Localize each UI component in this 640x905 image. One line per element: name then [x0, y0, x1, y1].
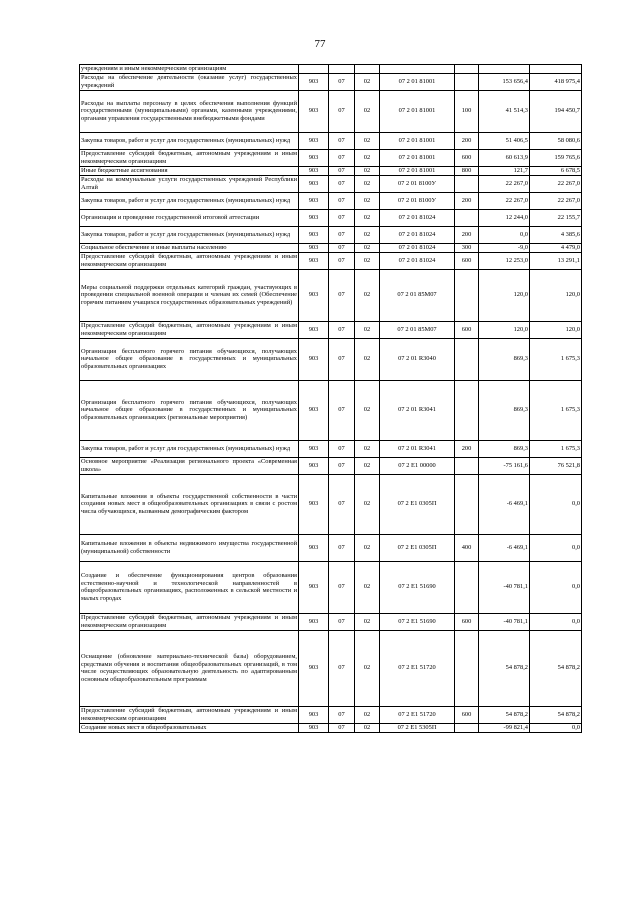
cell-pr: 02: [355, 561, 380, 613]
table-row: [80, 149, 582, 166]
cell-name: Создание новых мест в общеобразовательных: [80, 723, 299, 732]
cell-name: Предоставление субсидий бюджетным, автономным учреждениям и иным некоммерческим организациям: [81, 707, 297, 722]
cell-name: Закупка товаров, работ и услуг для государственных (муниципальных) нужд: [80, 192, 299, 209]
cell-vr: 800: [455, 166, 479, 175]
cell-sum1: 869,3: [479, 338, 530, 380]
cell-rz: 07: [329, 269, 355, 321]
cell-pr: 02: [355, 613, 380, 630]
cell-pr: 02: [355, 534, 380, 561]
cell-csr: 07 2 E1 0305П: [380, 534, 455, 561]
cell-rz: 07: [329, 73, 355, 90]
table-row: [80, 192, 582, 209]
budget-table-body: [80, 65, 582, 733]
table-row: [80, 338, 582, 380]
cell-vr: 600: [455, 149, 479, 166]
cell-name: Создание и обеспечение функционирования центров образования естественно-научной и технологической направленностей в общеобразовательных организациях, расположенных в сельской местности и малых городах: [80, 561, 299, 613]
cell-sum1: 60 613,9: [479, 149, 530, 166]
cell-sum2: 4 479,0: [530, 243, 582, 252]
cell-ved: 903: [299, 149, 329, 166]
cell-name: Основное мероприятие «Реализация регионального проекта «Современная школа»: [81, 458, 297, 473]
cell-sum1: 0,0: [479, 226, 530, 243]
cell-sum1: -40 781,1: [479, 613, 530, 630]
cell-pr: 02: [355, 252, 380, 269]
cell-sum2: 54 878,2: [530, 630, 582, 706]
cell-sum2: 76 521,8: [530, 457, 582, 474]
cell-sum2: 418 975,4: [530, 73, 582, 90]
table-row: [80, 209, 582, 226]
cell-csr: 07 2 01 8100У: [380, 175, 455, 192]
cell-name: Предоставление субсидий бюджетным, автономным учреждениям и иным некоммерческим организациям: [81, 614, 297, 629]
cell-vr: [455, 723, 479, 732]
cell-name: Оснащение (обновление материально-технической базы) оборудованием, средствами обучения и воспитания общеобразовательных организаций, в том числе осуществляющих образовательную деятельность по адаптированным основным общеобразовательным программам: [80, 630, 299, 706]
cell-sum1: 12 244,0: [479, 209, 530, 226]
cell-name: Предоставление субсидий бюджетным, автономным учреждениям и иным некоммерческим организациям: [81, 253, 297, 268]
cell-sum1: [479, 65, 530, 74]
cell-vr: [455, 380, 479, 440]
cell-csr: 07 2 01 R3041: [380, 440, 455, 457]
cell-ved: 903: [299, 706, 329, 723]
cell-rz: 07: [329, 630, 355, 706]
cell-csr: 07 2 E1 00000: [380, 457, 455, 474]
cell-vr: 600: [455, 252, 479, 269]
cell-sum1: 120,0: [479, 321, 530, 338]
cell-pr: 02: [355, 338, 380, 380]
cell-ved: 903: [299, 457, 329, 474]
cell-sum1: -99 821,4: [479, 723, 530, 732]
cell-sum2: 0,0: [530, 534, 582, 561]
cell-pr: 02: [355, 380, 380, 440]
table-row: [80, 175, 582, 192]
cell-rz: 07: [329, 209, 355, 226]
cell-vr: 300: [455, 243, 479, 252]
cell-sum2: 0,0: [530, 561, 582, 613]
table-row: [80, 457, 582, 474]
cell-sum1: -6 469,1: [479, 534, 530, 561]
cell-csr: 07 2 01 R3041: [380, 380, 455, 440]
cell-name: Организация бесплатного горячего питания обучающихся, получающих начальное общее образование в государственных и муниципальных образовательных организациях (региональные мероприятия): [80, 380, 299, 440]
table-row: [80, 132, 582, 149]
cell-vr: [455, 630, 479, 706]
cell-sum1: -9,0: [479, 243, 530, 252]
cell-csr: 07 2 01 R3040: [380, 338, 455, 380]
cell-ved: 903: [299, 166, 329, 175]
table-row: [80, 534, 582, 561]
cell-rz: 07: [329, 706, 355, 723]
cell-csr: 07 2 E1 5305П: [380, 723, 455, 732]
cell-csr: 07 2 01 81001: [380, 166, 455, 175]
cell-rz: 07: [329, 132, 355, 149]
cell-vr: [455, 175, 479, 192]
cell-pr: 02: [355, 269, 380, 321]
cell-sum2: 0,0: [530, 474, 582, 534]
cell-rz: 07: [329, 226, 355, 243]
cell-ved: 903: [299, 226, 329, 243]
table-row: [80, 90, 582, 132]
cell-pr: 02: [355, 175, 380, 192]
table-row: [80, 73, 582, 90]
cell-csr: 07 2 01 81001: [380, 132, 455, 149]
cell-pr: 02: [355, 73, 380, 90]
cell-rz: [329, 65, 355, 74]
table-row: [80, 321, 582, 338]
table-row: [80, 440, 582, 457]
cell-sum1: 120,0: [479, 269, 530, 321]
cell-sum1: 51 406,5: [479, 132, 530, 149]
table-row: [80, 474, 582, 534]
cell-sum2: 159 765,6: [530, 149, 582, 166]
cell-pr: 02: [355, 630, 380, 706]
cell-vr: 400: [455, 534, 479, 561]
cell-ved: 903: [299, 252, 329, 269]
cell-vr: 200: [455, 192, 479, 209]
cell-ved: 903: [299, 243, 329, 252]
cell-csr: 07 2 E1 51690: [380, 613, 455, 630]
cell-ved: 903: [299, 338, 329, 380]
cell-sum2: 120,0: [530, 269, 582, 321]
cell-sum2: 22 267,0: [530, 192, 582, 209]
cell-vr: [455, 561, 479, 613]
cell-rz: 07: [329, 380, 355, 440]
cell-sum1: 54 878,2: [479, 706, 530, 723]
cell-sum1: -75 161,6: [479, 457, 530, 474]
cell-csr: 07 2 E1 51690: [380, 561, 455, 613]
cell-sum2: 1 675,3: [530, 338, 582, 380]
cell-vr: [455, 338, 479, 380]
cell-pr: [355, 65, 380, 74]
cell-ved: 903: [299, 561, 329, 613]
table-row: [80, 269, 582, 321]
cell-vr: [455, 65, 479, 74]
cell-pr: 02: [355, 90, 380, 132]
cell-name: Закупка товаров, работ и услуг для государственных (муниципальных) нужд: [80, 440, 299, 457]
cell-vr: 200: [455, 226, 479, 243]
cell-csr: 07 2 01 81024: [380, 252, 455, 269]
table-row: [80, 630, 582, 706]
cell-rz: 07: [329, 723, 355, 732]
cell-sum1: 869,3: [479, 380, 530, 440]
cell-name: учреждениям и иным некоммерческим организациям: [80, 65, 299, 74]
page-number: 77: [314, 38, 326, 50]
cell-sum1: 869,3: [479, 440, 530, 457]
table-row: [80, 706, 582, 723]
cell-name: Капитальные вложения в объекты недвижимого имущества государственной (муниципальной) собственности: [80, 534, 299, 561]
cell-csr: 07 2 01 8100У: [380, 192, 455, 209]
cell-vr: 600: [455, 706, 479, 723]
cell-sum2: [530, 65, 582, 74]
cell-sum2: 4 385,6: [530, 226, 582, 243]
cell-vr: [455, 457, 479, 474]
cell-csr: [380, 65, 455, 74]
cell-ved: 903: [299, 73, 329, 90]
cell-rz: 07: [329, 90, 355, 132]
table-row: [80, 243, 582, 252]
table-row: [80, 252, 582, 269]
cell-csr: 07 2 01 81001: [380, 149, 455, 166]
cell-sum1: -40 781,1: [479, 561, 530, 613]
cell-pr: 02: [355, 226, 380, 243]
cell-name: Расходы на выплаты персоналу в целях обеспечения выполнения функций государственными (муниципальными) органами, казенными учреждениями, органами управления государственными внебюджетными фондами: [80, 90, 299, 132]
cell-name: Расходы на коммунальные услуги государственных учреждений Республики Алтай: [81, 176, 297, 191]
cell-name: Закупка товаров, работ и услуг для государственных (муниципальных) нужд: [80, 132, 299, 149]
cell-vr: [455, 474, 479, 534]
cell-ved: 903: [299, 209, 329, 226]
cell-rz: 07: [329, 613, 355, 630]
budget-table: [79, 64, 582, 733]
cell-ved: 903: [299, 613, 329, 630]
cell-rz: 07: [329, 149, 355, 166]
cell-rz: 07: [329, 338, 355, 380]
cell-sum1: 41 514,3: [479, 90, 530, 132]
cell-sum1: 54 878,2: [479, 630, 530, 706]
cell-ved: 903: [299, 90, 329, 132]
cell-csr: 07 2 01 81024: [380, 209, 455, 226]
cell-csr: 07 2 E1 51720: [380, 630, 455, 706]
cell-sum1: 22 267,0: [479, 175, 530, 192]
cell-sum1: 153 656,4: [479, 73, 530, 90]
cell-sum2: 22 155,7: [530, 209, 582, 226]
cell-sum2: 1 675,3: [530, 380, 582, 440]
cell-ved: 903: [299, 321, 329, 338]
cell-sum2: 1 675,3: [530, 440, 582, 457]
cell-rz: 07: [329, 457, 355, 474]
cell-rz: 07: [329, 561, 355, 613]
cell-name: Закупка товаров, работ и услуг для государственных (муниципальных) нужд: [80, 226, 299, 243]
cell-name: Организация и проведение государственной итоговой аттестации: [80, 209, 299, 226]
cell-ved: 903: [299, 269, 329, 321]
cell-rz: 07: [329, 175, 355, 192]
cell-rz: 07: [329, 440, 355, 457]
cell-ved: 903: [299, 132, 329, 149]
cell-vr: 600: [455, 321, 479, 338]
cell-csr: 07 2 01 81024: [380, 243, 455, 252]
cell-sum1: -6 469,1: [479, 474, 530, 534]
cell-ved: 903: [299, 723, 329, 732]
cell-csr: 07 2 01 85М07: [380, 321, 455, 338]
cell-sum2: 6 678,5: [530, 166, 582, 175]
cell-sum2: 0,0: [530, 613, 582, 630]
cell-name: Предоставление субсидий бюджетным, автономным учреждениям и иным некоммерческим организациям: [81, 150, 297, 165]
cell-sum2: 194 450,7: [530, 90, 582, 132]
cell-sum2: 120,0: [530, 321, 582, 338]
cell-sum2: 0,0: [530, 723, 582, 732]
cell-sum2: 58 080,6: [530, 132, 582, 149]
table-row: [80, 226, 582, 243]
table-row: [80, 380, 582, 440]
table-row: [80, 65, 582, 74]
cell-sum2: 13 291,1: [530, 252, 582, 269]
cell-rz: 07: [329, 321, 355, 338]
cell-name: Расходы на обеспечение деятельности (оказание услуг) государственных учреждений: [81, 74, 297, 89]
cell-name: Иные бюджетные ассигнования: [80, 166, 299, 175]
cell-vr: 200: [455, 132, 479, 149]
cell-ved: 903: [299, 474, 329, 534]
cell-sum1: 22 267,0: [479, 192, 530, 209]
table-row: [80, 723, 582, 732]
cell-pr: 02: [355, 243, 380, 252]
cell-ved: 903: [299, 534, 329, 561]
cell-vr: 200: [455, 440, 479, 457]
cell-sum2: 22 267,0: [530, 175, 582, 192]
cell-rz: 07: [329, 243, 355, 252]
cell-name: Меры социальной поддержки отдельных категорий граждан, участвующих в проведении специальной военной операции и членам их семей (Обеспечение горячим питанием учащихся государственных образовательных учреждений): [80, 269, 299, 321]
cell-ved: 903: [299, 380, 329, 440]
table-row: [80, 561, 582, 613]
cell-pr: 02: [355, 440, 380, 457]
cell-csr: 07 2 E1 0305П: [380, 474, 455, 534]
cell-name: Организация бесплатного горячего питания обучающихся, получающих начальное общее образование в государственных и муниципальных образовательных организациях: [80, 338, 299, 380]
cell-sum1: 121,7: [479, 166, 530, 175]
cell-name: Социальное обеспечение и иные выплаты населению: [80, 243, 299, 252]
cell-csr: 07 2 01 81001: [380, 90, 455, 132]
cell-pr: 02: [355, 149, 380, 166]
cell-vr: [455, 73, 479, 90]
cell-rz: 07: [329, 474, 355, 534]
cell-pr: 02: [355, 192, 380, 209]
cell-ved: 903: [299, 192, 329, 209]
cell-vr: [455, 209, 479, 226]
table-row: [80, 613, 582, 630]
cell-name: Предоставление субсидий бюджетным, автономным учреждениям и иным некоммерческим организациям: [81, 322, 297, 337]
cell-vr: 600: [455, 613, 479, 630]
cell-csr: 07 2 01 81024: [380, 226, 455, 243]
cell-vr: 100: [455, 90, 479, 132]
cell-name: Капитальные вложения в объекты государственной собственности в части создания новых мест в общеобразовательных организациях в связи с ростом числа обучающихся, вызванным демографическим фактором: [80, 474, 299, 534]
cell-rz: 07: [329, 252, 355, 269]
cell-ved: 903: [299, 175, 329, 192]
cell-pr: 02: [355, 321, 380, 338]
cell-csr: 07 2 01 85М07: [380, 269, 455, 321]
cell-pr: 02: [355, 723, 380, 732]
cell-pr: 02: [355, 706, 380, 723]
cell-rz: 07: [329, 166, 355, 175]
cell-sum1: 12 253,0: [479, 252, 530, 269]
cell-rz: 07: [329, 192, 355, 209]
cell-sum2: 54 878,2: [530, 706, 582, 723]
cell-pr: 02: [355, 209, 380, 226]
cell-pr: 02: [355, 457, 380, 474]
cell-csr: 07 2 E1 51720: [380, 706, 455, 723]
cell-rz: 07: [329, 534, 355, 561]
cell-pr: 02: [355, 132, 380, 149]
cell-pr: 02: [355, 166, 380, 175]
table-row: [80, 166, 582, 175]
cell-ved: [299, 65, 329, 74]
cell-ved: 903: [299, 440, 329, 457]
cell-pr: 02: [355, 474, 380, 534]
cell-csr: 07 2 01 81001: [380, 73, 455, 90]
cell-vr: [455, 269, 479, 321]
cell-ved: 903: [299, 630, 329, 706]
